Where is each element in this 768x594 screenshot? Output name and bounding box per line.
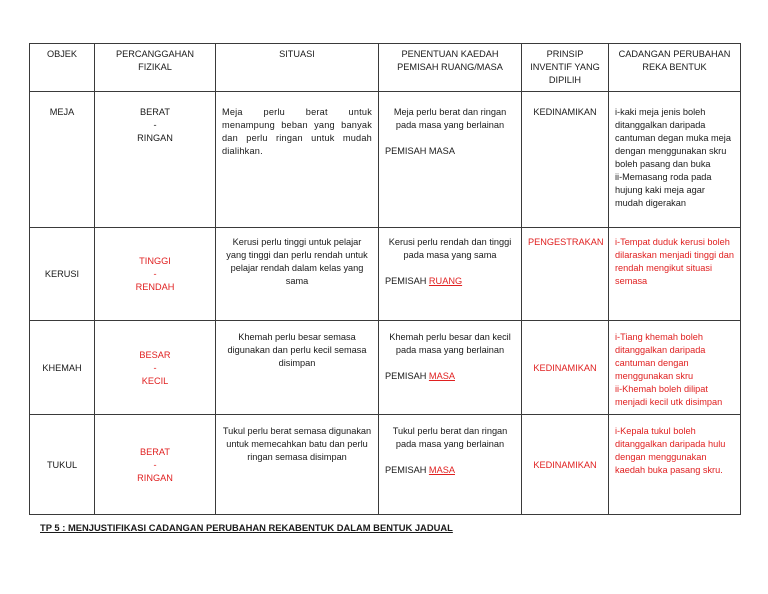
table-row [30,321,741,415]
penentuan-cell: Tukul perlu berat dan ringan pada masa yang berlainan PEMISAH MASA [379,415,522,515]
objek-cell: TUKUL [30,415,95,515]
cadangan-cell: i-Tempat duduk kerusi boleh dilaraskan menjadi tinggi dan rendah mengikut situasi semasa [609,228,741,321]
fizikal-cell: BERAT - RINGAN [95,415,216,515]
header-objek: OBJEK [30,44,95,92]
fizikal-cell: TINGGI - RENDAH [95,228,216,321]
situasi-cell: Meja perlu berat untuk menampung beban yang banyak dan perlu ringan untuk mudah dialihkan. [216,92,379,228]
prinsip-cell: KEDINAMIKAN [522,415,609,515]
fizikal-cell: BESAR - KECIL [95,321,216,415]
footer-caption: TP 5 : MENJUSTIFIKASI CADANGAN PERUBAHAN REKABENTUK DALAM BENTUK JADUAL [40,522,453,533]
prinsip-cell: PENGESTRAKAN [522,228,609,321]
cadangan-cell: i-kaki meja jenis boleh ditanggalkan daripada cantuman degan muka meja dengan menggunakan skru boleh pasang dan buka ii-Memasang roda pada hujung kaki meja agar mudah digerakan [609,92,741,228]
situasi-cell: Kerusi perlu tinggi untuk pelajar yang tinggi dan perlu rendah untuk pelajar rendah dalam kelas yang sama [216,228,379,321]
penentuan-cell: Meja perlu berat dan ringan pada masa yang berlainan PEMISAH MASA [379,92,522,228]
table-row [30,415,741,515]
header-situasi: SITUASI [216,44,379,92]
situasi-cell: Tukul perlu berat semasa digunakan untuk memecahkan batu dan perlu ringan semasa disimpan [216,415,379,515]
objek-cell: MEJA [30,92,95,228]
cadangan-cell: i-Tiang khemah boleh ditanggalkan daripada cantuman dengan menggunakan skru ii-Khemah boleh dilipat menjadi kecil utk disimpan [609,321,741,415]
fizikal-cell: BERAT - RINGAN [95,92,216,228]
objek-cell: KHEMAH [30,321,95,415]
penentuan-cell: Khemah perlu besar dan kecil pada masa yang berlainan PEMISAH MASA [379,321,522,415]
prinsip-cell: KEDINAMIKAN [522,92,609,228]
header-cadangan: CADANGAN PERUBAHAN REKA BENTUK [609,44,741,92]
penentuan-cell: Kerusi perlu rendah dan tinggi pada masa yang sama PEMISAH RUANG [379,228,522,321]
objek-cell: KERUSI [30,228,95,321]
header-row [30,44,741,92]
cadangan-cell: i-Kepala tukul boleh ditanggalkan daripada hulu dengan menggunakan kaedah buka pasang skru. [609,415,741,515]
header-penentuan: PENENTUAN KAEDAH PEMISAH RUANG/MASA [379,44,522,92]
table-row [30,228,741,321]
header-prinsip: PRINSIP INVENTIF YANG DIPILIH [522,44,609,92]
situasi-cell: Khemah perlu besar semasa digunakan dan perlu kecil semasa disimpan [216,321,379,415]
table-row [30,92,741,228]
header-percanggahan: PERCANGGAHAN FIZIKAL [95,44,216,92]
prinsip-cell: KEDINAMIKAN [522,321,609,415]
design-table [29,43,741,515]
